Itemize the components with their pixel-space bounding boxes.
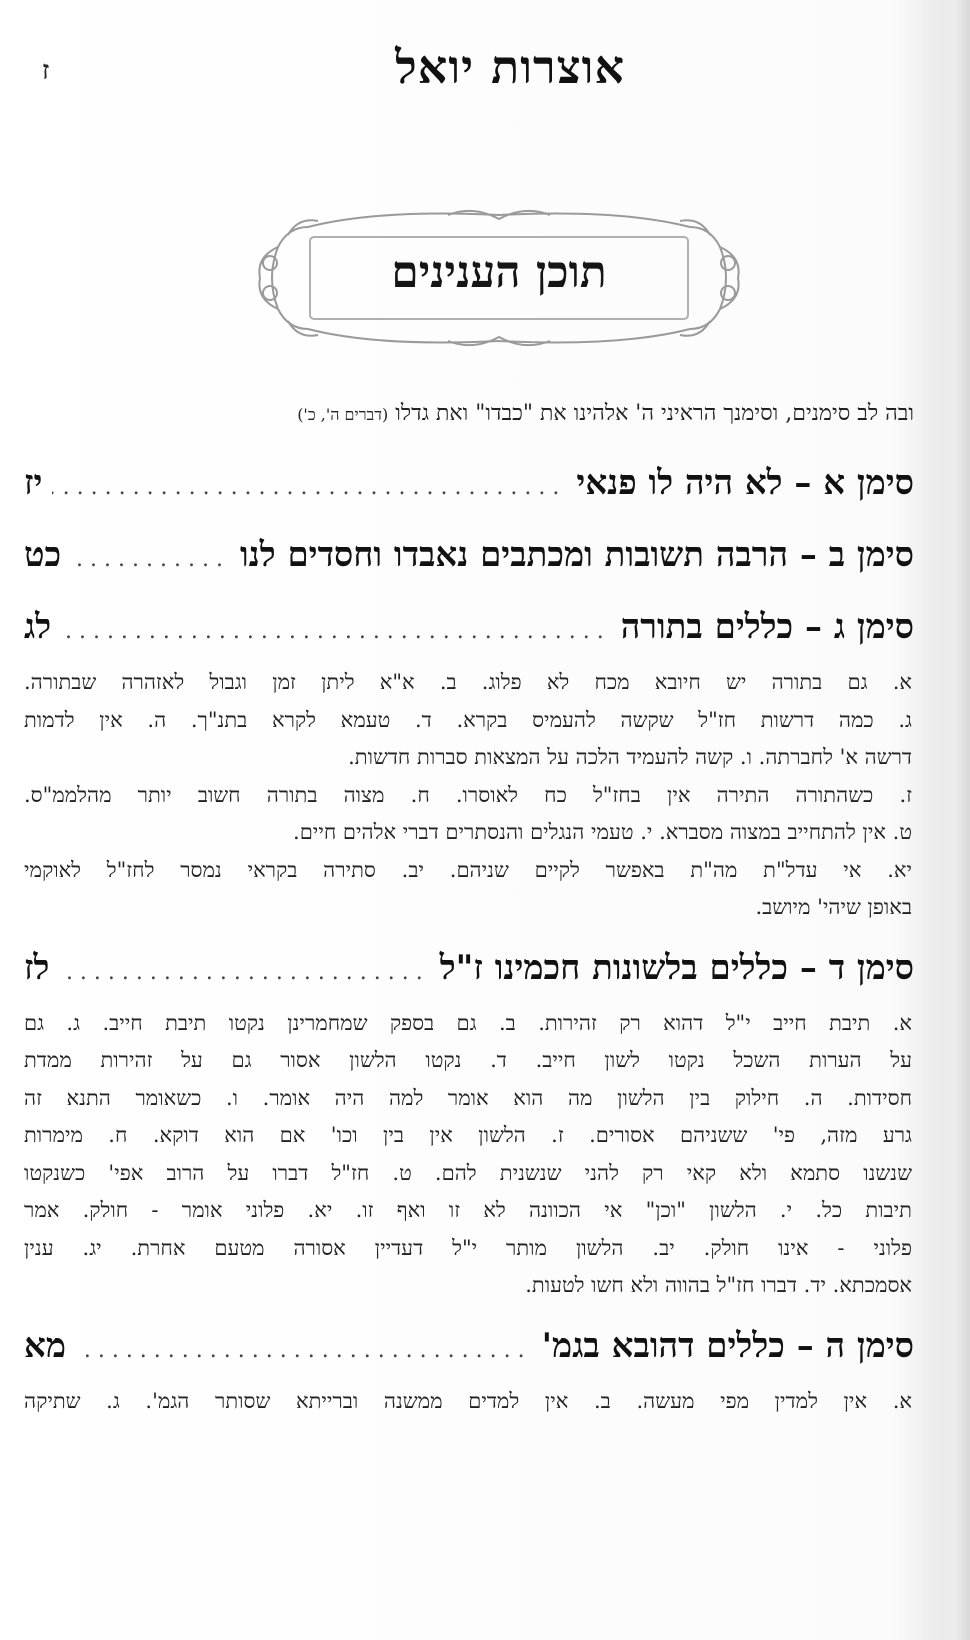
summary-line: פלוני - אינו חולק. יב. הלשון מותר י"ל דעדיין אסורה מטעם אחרת. יג. ענין — [24, 1235, 912, 1260]
summary-line: באופן שיהי' מיושב. — [755, 895, 912, 919]
summary-line: תיבות כל. י. הלשון "וכן" אי הכוונה לא זו ואף זו. יא. פלוני אומר - חולק. אמר — [24, 1198, 912, 1222]
summary-line: יא. אי עדל"ת מה"ת באפשר לקיים שניהם. יב. סתירה בקראי נמסר לחז"ל לאוקמי — [24, 857, 912, 882]
page-folio: ז — [42, 56, 50, 86]
toc-section — [24, 524, 914, 586]
section-heading: סימן א – לא היה לו פנאי — [576, 463, 914, 503]
summary-line: א. אין למדין מפי מעשה. ב. אין למדים ממשנה וברייתא שסותר הגמ'. ג. שתיקה — [24, 1388, 912, 1413]
summary-line: גרע מזה, פי' ששניהם אסורים. ז. הלשון אין בין וכו' אם הוא דוקא. ח. מימרות — [24, 1123, 912, 1147]
toc-entry[interactable] — [24, 596, 914, 658]
page-edge-shadow — [932, 0, 970, 1640]
summary-line: דרשה א' לחברתה. ו. קשה להעמיד הלכה על המצאות סברות חדשות. — [348, 745, 912, 769]
toc-entry[interactable] — [24, 1315, 914, 1377]
section-page-number: לג — [24, 607, 52, 647]
toc-entry[interactable] — [24, 524, 914, 586]
toc-entry[interactable] — [24, 452, 914, 514]
leader-dots — [61, 601, 611, 663]
summary-line: ג. כמה דרשות חז"ל שקשה להעמיס בקרא. ד. טעמא לקרא בתנ"ך. ה. אין לדמות — [24, 707, 912, 732]
section-page-number: יז — [24, 463, 43, 503]
leader-dots — [59, 942, 429, 1004]
section-heading: סימן ד – כללים בלשונות חכמינו ז"ל — [439, 947, 914, 988]
intro-text: ובה לב סימנים, וסימנך הראיני ה' אלהינו את "כבדו" ואת גדלו — [395, 401, 914, 426]
leader-dots — [52, 457, 566, 519]
toc-section — [24, 596, 914, 927]
section-summary — [24, 1383, 914, 1421]
toc-entry[interactable] — [24, 937, 914, 999]
ornamental-title-frame — [248, 207, 750, 349]
summary-line: חסידות. ה. חילוק בין הלשון מה הוא אומר למה היה אומר. ו. כשאומר התנא זה — [24, 1085, 912, 1110]
section-page-number: כט — [24, 535, 62, 575]
section-summary — [24, 664, 914, 927]
summary-line: א. גם בתורה יש חיובא מכח לא פלוג. ב. א"א ליתן זמן וגבול לאזהרה שבתורה. — [24, 670, 912, 694]
summary-line: אסמכתא. יד. דברו חז"ל בהווה ולא חשו לטעות. — [525, 1273, 912, 1297]
running-title: אוצרות יואל — [395, 40, 625, 94]
intro-line — [24, 400, 914, 426]
intro-reference: (דברים ה', כ') — [297, 405, 389, 424]
summary-line: ז. כשהתורה התירה אין בחז"ל כח לאוסרו. ח. מצוה בתורה חשוב יותר מהלממ"ס. — [24, 782, 912, 807]
section-heading: סימן ה – כללים דהובא בגמ' — [541, 1325, 914, 1366]
section-summary — [24, 1005, 914, 1305]
toc-section — [24, 452, 914, 514]
toc-section — [24, 937, 914, 1305]
toc-title: תוכן הענינים — [391, 247, 607, 298]
summary-line: ט. אין להתחייב במצוה מסברא. י. טעמי הנגלים והנסתרים דברי אלהים חיים. — [293, 820, 912, 844]
leader-dots — [71, 529, 230, 591]
section-page-number: לז — [24, 947, 50, 988]
section-heading: סימן ב – הרבה תשובות ומכתבים נאבדו וחסדים לנו — [239, 535, 914, 575]
leader-dots — [76, 1320, 532, 1382]
summary-line: א. תיבת חייב י"ל דהוא רק זהירות. ב. גם בספק שמחמרינן נקטו תיבת חייב. ג. גם — [24, 1010, 912, 1035]
table-of-contents — [24, 452, 914, 1430]
summary-line: על הערות השכל נקטו לשון חייב. ד. נקטו הלשון אסור גם על זהירות ממדת — [24, 1048, 912, 1072]
section-page-number: מא — [24, 1325, 66, 1366]
toc-section — [24, 1315, 914, 1421]
section-heading: סימן ג – כללים בתורה — [620, 607, 914, 647]
summary-line: שנשנו סתמא ולא קאי רק להני שנשנית להם. ט. חז"ל דברו על הרוב אפי' כשנקטו — [24, 1160, 912, 1185]
